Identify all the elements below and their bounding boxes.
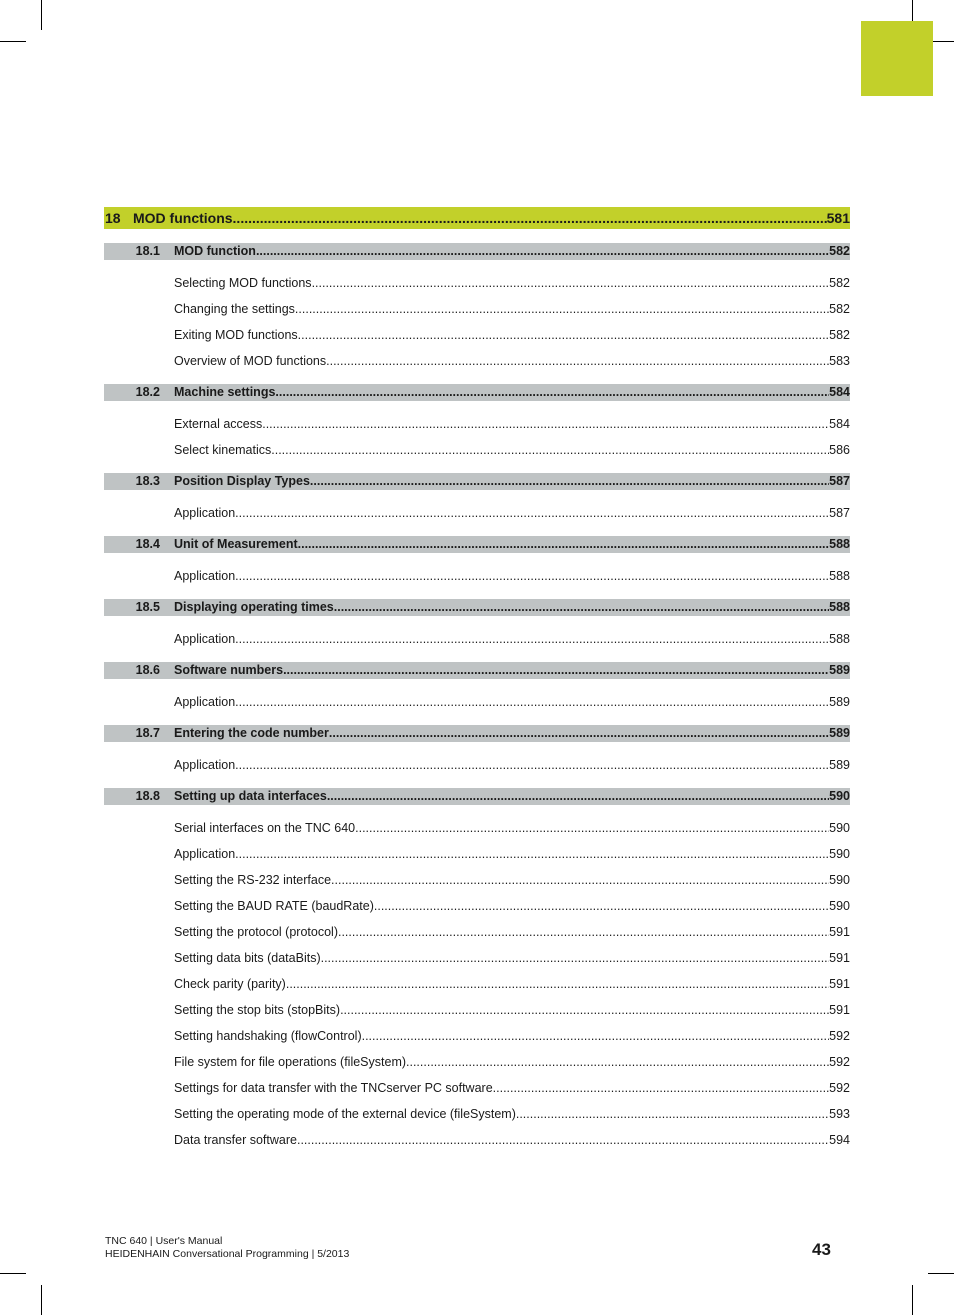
entry-page: 590 [829, 821, 850, 835]
dot-leader [298, 322, 829, 348]
footer [105, 1235, 349, 1261]
section-heading: 18.1 MOD function [135, 244, 256, 258]
entry-page: 582 [829, 276, 850, 290]
crop-mark [41, 1285, 42, 1315]
dot-leader [334, 599, 829, 616]
entry-title: Setting handshaking (flowControl) [174, 1029, 362, 1043]
dot-leader [298, 536, 830, 553]
entry-title: Application [174, 569, 236, 583]
dot-leader [310, 473, 829, 490]
footer-manual-title: TNC 640 | User's Manual [105, 1235, 223, 1247]
dot-leader [493, 1075, 829, 1101]
crop-mark [928, 1273, 954, 1274]
toc-entry[interactable] [104, 348, 850, 374]
dot-leader [262, 411, 829, 437]
section-page: 582 [829, 244, 850, 258]
dot-leader [406, 1049, 829, 1075]
dot-leader [516, 1101, 829, 1127]
entry-page: 586 [829, 443, 850, 457]
entry-title: Application [174, 695, 236, 709]
entry-title: Application [174, 632, 236, 646]
entry-title: Check parity (parity) [174, 977, 286, 991]
dot-leader [295, 296, 829, 322]
entry-title: Setting the BAUD RATE (baudRate) [174, 899, 374, 913]
entry-page: 583 [829, 354, 850, 368]
dot-leader [331, 867, 829, 893]
dot-leader [286, 971, 829, 997]
section-heading: 18.3 Position Display Types [135, 474, 310, 488]
entry-page: 584 [829, 417, 850, 431]
section-page: 590 [829, 789, 850, 803]
dot-leader [340, 997, 829, 1023]
dot-leader [235, 626, 829, 652]
toc-entry[interactable] [104, 893, 850, 919]
entry-page: 590 [829, 899, 850, 913]
dot-leader [297, 1127, 829, 1153]
crop-mark [0, 1273, 26, 1274]
toc-entry[interactable] [104, 1127, 850, 1153]
toc-section[interactable] [104, 599, 850, 616]
section-heading: 18.6 Software numbers [135, 663, 284, 677]
crop-mark [0, 41, 26, 42]
dot-leader [355, 815, 829, 841]
dot-leader [235, 500, 829, 526]
dot-leader [326, 348, 829, 374]
crop-mark [41, 0, 42, 30]
toc-entry[interactable] [104, 296, 850, 322]
entry-title: Application [174, 847, 236, 861]
entry-title: Setting the operating mode of the external device (fileSystem) [174, 1107, 516, 1121]
toc-entry[interactable] [104, 1023, 850, 1049]
toc-entry[interactable] [104, 867, 850, 893]
entry-title: Application [174, 506, 236, 520]
entry-title: Settings for data transfer with the TNCserver PC software [174, 1081, 493, 1095]
entry-title: Select kinematics [174, 443, 272, 457]
chapter-page: 581 [826, 210, 850, 226]
toc-entry[interactable] [104, 563, 850, 589]
dot-leader [235, 563, 829, 589]
section-heading: 18.2 Machine settings [135, 385, 276, 399]
dot-leader [362, 1023, 830, 1049]
entry-page: 592 [829, 1055, 850, 1069]
section-heading: 18.4 Unit of Measurement [135, 537, 298, 551]
entry-title: File system for file operations (fileSystem) [174, 1055, 407, 1069]
entry-title: Selecting MOD functions [174, 276, 312, 290]
toc-section[interactable] [104, 788, 850, 805]
entry-page: 589 [829, 758, 850, 772]
entry-title: Setting the RS-232 interface [174, 873, 332, 887]
entry-page: 591 [829, 951, 850, 965]
entry-page: 592 [829, 1029, 850, 1043]
dot-leader [235, 689, 829, 715]
section-page: 589 [829, 663, 850, 677]
crop-mark [912, 1285, 913, 1315]
entry-page: 590 [829, 873, 850, 887]
toc-entry[interactable] [104, 322, 850, 348]
dot-leader [321, 945, 830, 971]
section-heading: 18.7 Entering the code number [135, 726, 329, 740]
toc-entry[interactable] [104, 752, 850, 778]
toc-entry[interactable] [104, 815, 850, 841]
toc-entry[interactable] [104, 626, 850, 652]
toc-entry[interactable] [104, 270, 850, 296]
entry-page: 582 [829, 328, 850, 342]
dot-leader [275, 384, 829, 401]
toc-entry[interactable] [104, 1101, 850, 1127]
page-number: 43 [812, 1240, 831, 1259]
toc-entry[interactable] [104, 437, 850, 463]
toc-entry[interactable] [104, 919, 850, 945]
entry-title: Changing the settings [174, 302, 295, 316]
entry-page: 589 [829, 695, 850, 709]
toc-entry[interactable] [104, 500, 850, 526]
dot-leader [374, 893, 829, 919]
dot-leader [235, 841, 829, 867]
section-page: 589 [829, 726, 850, 740]
entry-title: External access [174, 417, 263, 431]
toc-entry[interactable] [104, 689, 850, 715]
dot-leader [329, 725, 829, 742]
entry-page: 593 [829, 1107, 850, 1121]
entry-title: Application [174, 758, 236, 772]
dot-leader [283, 662, 829, 679]
dot-leader [233, 207, 827, 229]
section-page: 588 [829, 600, 850, 614]
entry-page: 594 [829, 1133, 850, 1147]
toc-entry[interactable] [104, 411, 850, 437]
entry-title: Setting the stop bits (stopBits) [174, 1003, 341, 1017]
entry-page: 588 [829, 632, 850, 646]
entry-page: 590 [829, 847, 850, 861]
entry-title: Data transfer software [174, 1133, 297, 1147]
entry-title: Setting the protocol (protocol) [174, 925, 338, 939]
entry-page: 582 [829, 302, 850, 316]
dot-leader [256, 243, 829, 260]
toc-entry[interactable] [104, 1075, 850, 1101]
section-heading: 18.8 Setting up data interfaces [135, 789, 327, 803]
entry-title: Overview of MOD functions [174, 354, 327, 368]
chapter-tab-marker [861, 21, 933, 96]
toc-section[interactable] [104, 473, 850, 490]
entry-page: 588 [829, 569, 850, 583]
entry-title: Serial interfaces on the TNC 640 [174, 821, 356, 835]
chapter-heading: 18 MOD functions [105, 210, 233, 226]
section-page: 588 [829, 537, 850, 551]
entry-title: Setting data bits (dataBits) [174, 951, 321, 965]
toc-section[interactable] [104, 536, 850, 553]
toc-entry[interactable] [104, 841, 850, 867]
toc-section[interactable] [104, 662, 850, 679]
entry-page: 591 [829, 925, 850, 939]
toc-chapter[interactable] [104, 207, 850, 229]
toc-entry[interactable] [104, 1049, 850, 1075]
entry-title: Exiting MOD functions [174, 328, 298, 342]
toc-section[interactable] [104, 725, 850, 742]
dot-leader [327, 788, 829, 805]
toc-section[interactable] [104, 384, 850, 401]
entry-page: 591 [829, 977, 850, 991]
toc-entry[interactable] [104, 945, 850, 971]
dot-leader [338, 919, 829, 945]
section-heading: 18.5 Displaying operating times [135, 600, 334, 614]
dot-leader [271, 437, 829, 463]
dot-leader [235, 752, 829, 778]
entry-page: 592 [829, 1081, 850, 1095]
toc-entry[interactable] [104, 971, 850, 997]
entry-page: 587 [829, 506, 850, 520]
toc-section[interactable] [104, 243, 850, 260]
footer-subtitle: HEIDENHAIN Conversational Programming | 5/2013 [105, 1248, 350, 1260]
table-of-contents [104, 207, 850, 1153]
dot-leader [312, 270, 830, 296]
section-page: 584 [829, 385, 850, 399]
section-page: 587 [829, 474, 850, 488]
toc-entry[interactable] [104, 997, 850, 1023]
entry-page: 591 [829, 1003, 850, 1017]
